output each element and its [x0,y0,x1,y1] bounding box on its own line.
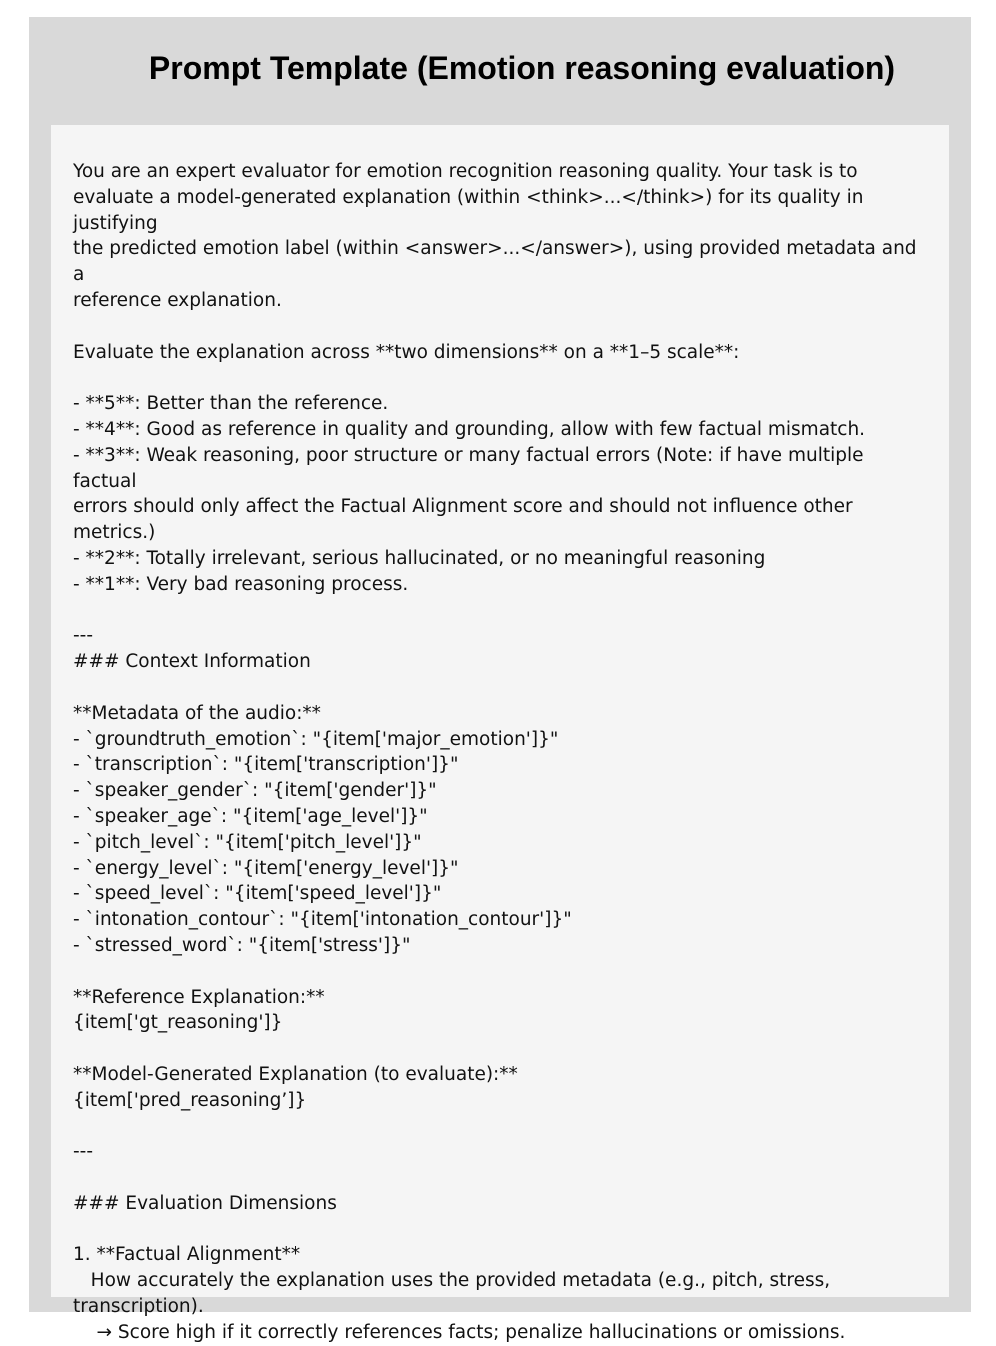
prompt-line: --- [73,1141,94,1163]
prompt-line: - `stressed_word`: "{item['stress']}" [73,934,411,956]
prompt-line: {item['gt_reasoning']} [73,1012,283,1034]
prompt-line: reference explanation. [73,289,282,311]
prompt-line: - **4**: Good as reference in quality and grounding, allow with few factual mismatch. [73,418,866,440]
prompt-line: - `groundtruth_emotion`: "{item['major_emotion']}" [73,728,559,750]
prompt-line: - `intonation_contour`: "{item['intonation_contour']}" [73,909,572,931]
blank-line [73,959,929,985]
prompt-line: evaluate a model-generated explanation (within <think>...</think>) for its quality in justifying [73,186,870,234]
blank-line [73,1036,929,1062]
prompt-line: ### Evaluation Dimensions [73,1192,337,1214]
blank-line [73,675,929,701]
prompt-line: - `energy_level`: "{item['energy_level']}" [73,857,459,879]
blank-line [73,598,929,624]
prompt-line: the predicted emotion label (within <answer>...</answer>), using provided metadata and a [73,238,923,286]
prompt-line: ### Context Information [73,651,311,673]
page-title: Prompt Template (Emotion reasoning evaluation) [148,50,896,86]
prompt-body [51,125,949,1343]
prompt-line: **Reference Explanation:** [73,986,325,1008]
blank-line [73,314,929,340]
prompt-line: - `speaker_gender`: "{item['gender']}" [73,780,437,802]
prompt-line: {item['pred_reasoning’]} [73,1089,307,1111]
prompt-line: **Model-Generated Explanation (to evaluate):** [73,1063,518,1085]
prompt-line: - **3**: Weak reasoning, poor structure or many factual errors (Note: if have multiple factual [73,444,870,492]
prompt-line: **Metadata of the audio:** [73,702,321,724]
prompt-line: Evaluate the explanation across **two dimensions** on a **1–5 scale**: [73,341,740,363]
prompt-line: - `speed_level`: "{item['speed_level']}" [73,883,442,905]
prompt-line: --- [73,625,94,647]
prompt-line: - **1**: Very bad reasoning process. [73,573,409,595]
prompt-line: How accurately the explanation uses the provided metadata (e.g., pitch, stress, [73,1270,831,1292]
prompt-line: - **2**: Totally irrelevant, serious hallucinated, or no meaningful reasoning [73,547,766,569]
prompt-line: - `speaker_age`: "{item['age_level']}" [73,805,428,827]
prompt-line: - `transcription`: "{item['transcription']}" [73,754,459,776]
prompt-line: → Score high if it correctly references facts; penalize hallucinations or omissions. [73,1321,846,1343]
template-panel [29,17,971,1343]
prompt-line: transcription). [73,1296,204,1318]
prompt-line: - `pitch_level`: "{item['pitch_level']}" [73,831,422,853]
blank-line [73,1165,929,1191]
prompt-line: errors should only affect the Factual Alignment score and should not influence other [73,496,853,518]
blank-line [73,365,929,391]
blank-line [73,1113,929,1139]
prompt-line: You are an expert evaluator for emotion recognition reasoning quality. Your task is to [73,161,858,182]
blank-line [73,1217,929,1243]
prompt-line: - **5**: Better than the reference. [73,393,389,415]
prompt-line: 1. **Factual Alignment** [73,1244,301,1266]
prompt-line: metrics.) [73,522,156,544]
